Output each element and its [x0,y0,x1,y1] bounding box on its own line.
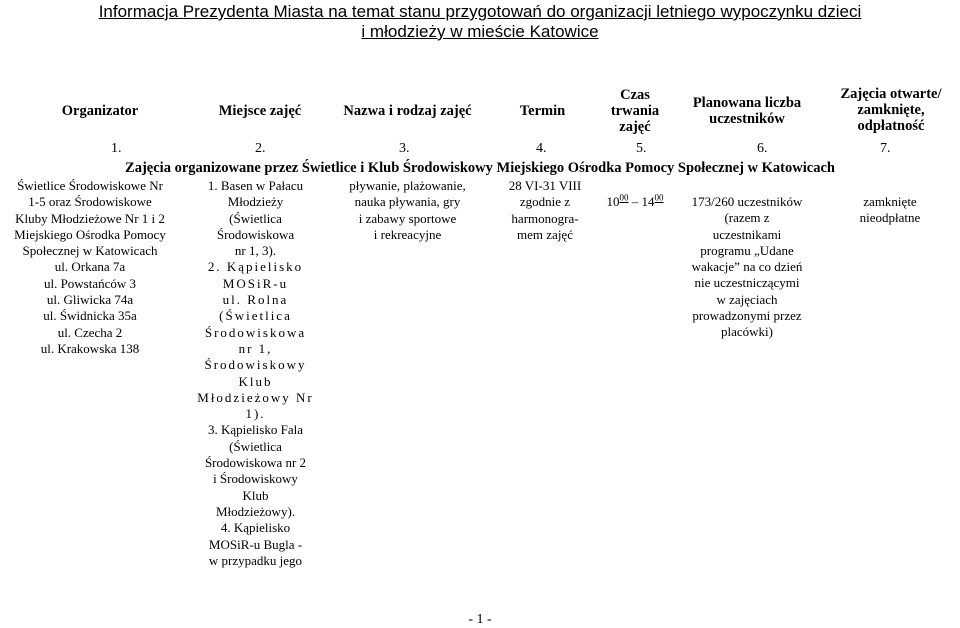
header-zajecia-line-3: odpłatność [857,118,925,134]
termin-line: 28 VI-31 VIII [508,178,582,193]
miejsce-line: 3. Kąpielisko Fala [208,422,303,438]
miejsce-line: Środowiskowa [216,226,295,242]
organizator-line: ul. Świdnicka 35a [43,308,137,324]
column-number-6: 6. [757,141,768,156]
miejsce-line: (Świetlica [219,308,292,324]
czas-end-minutes: 00 [654,192,664,203]
planowana-line: programu „Udane [700,242,794,258]
column-number-7: 7. [880,141,891,156]
cell-zajecia-otwarte [830,194,950,227]
miejsce-line: (Świetlica [229,438,282,454]
organizator-line: Społecznej w Katowicach [22,243,158,259]
planowana-line: 173/260 uczestników [691,194,803,209]
miejsce-line: MOSiR-u [222,275,289,291]
zajecia-line: zamknięte [863,194,917,209]
header-organizator: Organizator [61,103,139,119]
miejsce-line: Środowiskowy [204,357,307,373]
miejsce-line: Młodzieży [227,194,284,210]
organizator-line: ul. Orkana 7a [54,259,126,275]
czas-end: 14 [641,194,655,209]
column-number-4: 4. [536,141,547,156]
page-number: - 1 - [468,612,492,627]
cell-nazwa [325,178,490,243]
miejsce-line: Młodzieżowy). [215,503,296,519]
title-line-1: Informacja Prezydenta Miasta na temat stanu przygotowań do organizacji letniego wypoczynku dzieci [98,2,862,21]
miejsce-line: Klub [242,487,269,503]
header-miejsce: Miejsce zajęć [218,103,302,119]
header-nazwa: Nazwa i rodzaj zajęć [343,103,472,119]
organizator-line: ul. Czecha 2 [57,324,123,340]
organizator-line: ul. Krakowska 138 [40,340,140,356]
planowana-line: placówki) [721,324,773,340]
planowana-line: w zajęciach [716,291,778,307]
miejsce-line: w przypadku jego [208,552,303,568]
miejsce-line: 1. Basen w Pałacu [207,178,304,193]
miejsce-line: nr 1, 3). [234,243,277,259]
header-termin: Termin [519,103,566,119]
header-zajecia-line-1: Zajęcia otwarte/ [840,86,942,102]
planowana-line: uczestnikami [712,226,782,242]
column-number-1: 1. [111,141,122,156]
miejsce-line: Środowiskowa nr 2 [204,455,307,471]
termin-line: harmonogra- [511,210,579,226]
czas-start-minutes: 00 [619,192,629,203]
miejsce-line: nr 1, [238,340,273,356]
header-czas-line-1: Czas [620,87,650,103]
cell-planowana [672,194,822,341]
header-czas-line-3: zajęć [619,119,651,135]
header-planowana [672,95,822,127]
cell-termin [490,178,600,243]
miejsce-line: MOSiR-u Bugla - [208,536,303,552]
header-zajecia-otwarte [822,86,960,134]
column-number-5: 5. [636,141,647,156]
organizator-line: ul. Gliwicka 74a [46,292,134,308]
nazwa-line: pływanie, plażowanie, [349,178,466,193]
organizator-line: Kluby Młodzieżowe Nr 1 i 2 [15,210,165,226]
zajecia-line: nieodpłatne [859,210,921,226]
organizator-line: ul. Powstańców 3 [43,275,137,291]
title-line-2: i młodzieży w mieście Katowice [361,22,599,41]
column-number-3: 3. [399,141,410,156]
miejsce-line: i Środowiskowy [213,471,298,487]
nazwa-line: i rekreacyjne [373,226,442,242]
nazwa-line: i zabawy sportowe [358,210,457,226]
termin-line: mem zajęć [517,226,573,242]
cell-czas [590,194,680,210]
termin-line: zgodnie z [519,194,571,210]
miejsce-line: ul. Rolna [222,292,289,308]
planowana-line: nie uczestniczącymi [694,275,800,291]
miejsce-line: (Świetlica [229,210,282,226]
planowana-line: (razem z [724,210,770,226]
miejsce-line: Środowiskowa [204,324,307,340]
planowana-line: prowadzonymi przez [692,308,802,324]
czas-start: 10 [606,194,620,209]
organizator-line: Świetlice Środowiskowe Nr [17,178,163,193]
organizator-line: Miejskiego Ośrodka Pomocy [14,226,166,242]
miejsce-line: 1). [245,406,266,422]
header-planowana-line-2: uczestników [709,111,785,127]
organizator-line: 1-5 oraz Środowiskowe [28,194,152,210]
document-title [0,2,960,42]
header-planowana-line-1: Planowana liczba [692,95,802,111]
section-title: Zajęcia organizowane przez Świetlice i Klub Środowiskowy Miejskiego Ośrodka Pomocy Społecznej w Katowicach [125,160,835,176]
czas-dash: – [631,194,639,209]
column-number-2: 2. [255,141,266,156]
header-zajecia-line-2: zamknięte, [857,102,925,118]
miejsce-line: 4. Kąpielisko [220,520,291,536]
cell-organizator [0,178,180,357]
header-czas [590,87,680,135]
miejsce-line: Klub [238,373,273,389]
nazwa-line: nauka pływania, gry [354,194,461,210]
planowana-line: wakacje” na co dzień [691,259,803,275]
miejsce-line: Młodzieżowy Nr [197,389,314,405]
cell-miejsce [188,178,323,569]
header-czas-line-2: trwania [610,103,660,119]
miejsce-line: 2. Kąpielisko [207,259,304,275]
